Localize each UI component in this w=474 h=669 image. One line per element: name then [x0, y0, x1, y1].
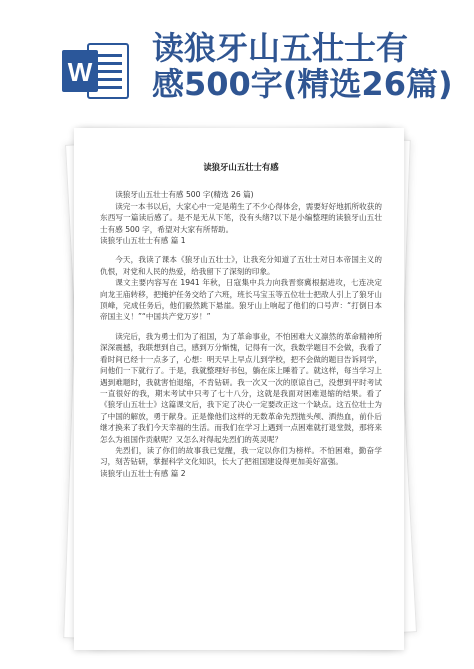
section-heading-1: 读狼牙山五壮士有感 篇 1: [100, 236, 186, 246]
document-title: 读狼牙山五壮士有感: [203, 162, 279, 172]
paragraph-spacer: [100, 323, 382, 331]
paragraph-1: 今天，我读了课本《狼牙山五壮士》，让我充分知道了五壮士对日本帝国主义的仇恨，对党和人民的热爱，给我留下了深刻的印象。: [100, 255, 382, 276]
banner-title: [152, 30, 462, 102]
document-page: [74, 128, 404, 650]
section-heading-2: 读狼牙山五壮士有感 篇 2: [100, 468, 186, 478]
word-document-icon: [62, 42, 130, 100]
document-subtitle: 读狼牙山五壮士有感 500 字(精选 26 篇): [115, 190, 254, 200]
paragraph-3: 读完后，我为勇士们为了祖国，为了革命事业，不怕困难大义凛然的革命精神所深深震撼，我联想到自己，感到万分惭愧，记得有一次，我数学题目不会做，我看了看时间已经十一点多了，心想：明天早上早点儿到学校，把不会做的题目告诉同学，问他们一下就行了。于是，我就整理好书包，躺在床上睡着了。就这样，每当学习上遇到难题时，我就害怕退缩，不肯钻研。我一次又一次的原谅自己，没想到平时考试一直很好的我，期末考试中只考了七十八分，这就是我面对困难退缩的结果。看了《狼牙山五壮士》这篇课文后，我下定了决心一定要改正这一个缺点。这五位壮士为了中国的解放，勇于献身。正是像他们这样的无数革命先烈抛头颅、洒热血，前仆后继才换来了我们今天幸福的生活。而我们在学习上遇到一点困难就打退堂鼓，那将来怎么为祖国作贡献呢？又怎么对得起先烈们的英灵呢？: [100, 331, 382, 444]
banner-title-line-1: 读狼牙山五壮士有: [152, 29, 409, 67]
paragraph-2: 课文主要内容写在 1941 年秋，日寇集中兵力向我晋察冀根据进攻，七连决定向龙王庙转移，把掩护任务交给了六班，班长马宝玉等五位壮士把敌人引上了狼牙山顶峰，完成任务后，他们毅然跳下悬崖。狼牙山上响起了他们的口号声：“打倒日本帝国主义！”“中国共产党万岁！”: [100, 278, 382, 322]
word-logo-letter: W: [67, 57, 93, 87]
banner: [0, 0, 474, 112]
banner-title-line-2: 感500字(精选26篇): [152, 65, 453, 103]
paragraph-4: 先烈们，读了你们的故事我已觉醒，我一定以你们为榜样。不怕困难，勤奋学习，刻苦钻研，掌握科学文化知识，长大了把祖国建设得更加美好富强。: [100, 445, 382, 467]
intro-paragraph: 读完一本书以后，大家心中一定是萌生了不少心得体会，需要好好地抓所收获的东西写一篇读后感了。是不是无从下笔，没有头绪?以下是小编整理的读狼牙山五壮士有感 500 字，希望对大家有所帮助。: [100, 201, 382, 234]
paragraph-spacer: [100, 246, 382, 254]
